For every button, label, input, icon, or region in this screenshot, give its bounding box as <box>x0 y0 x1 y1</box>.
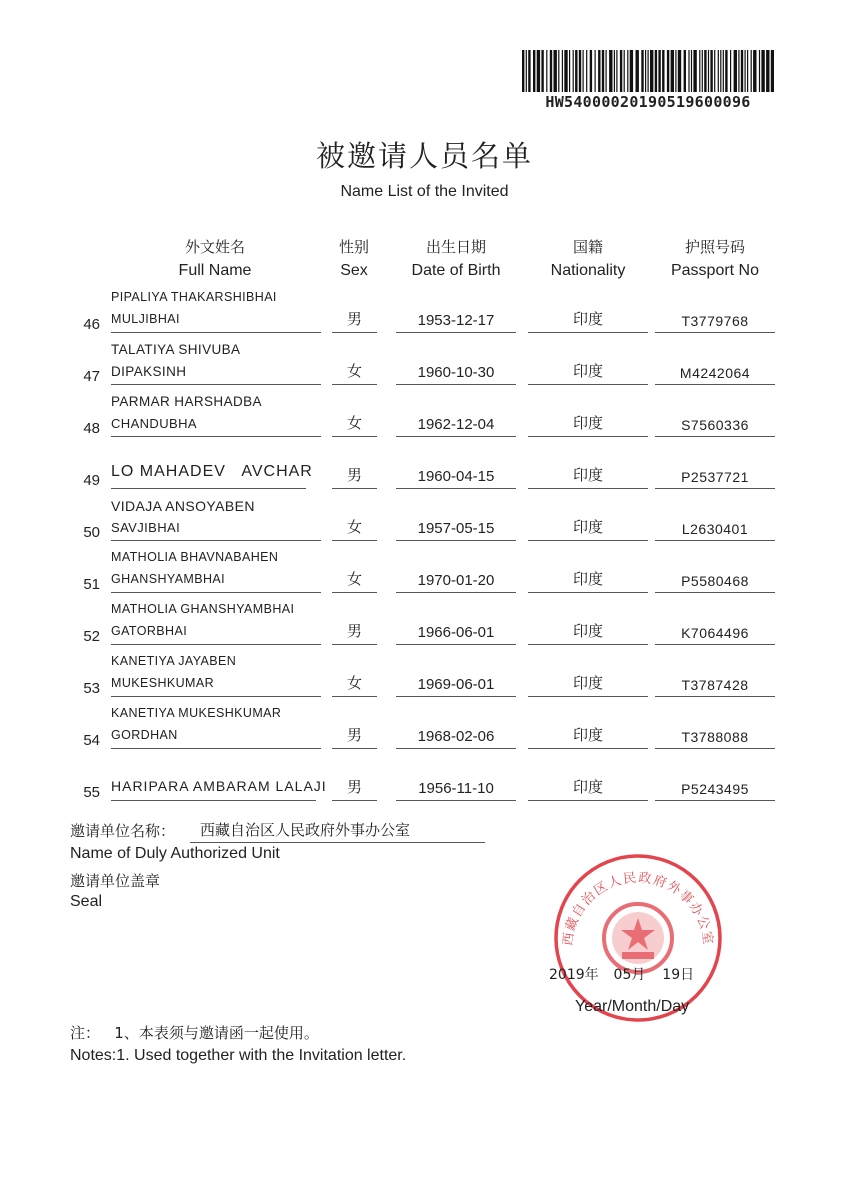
table-row <box>0 446 849 498</box>
barcode <box>522 50 774 92</box>
passport-cell: T3779768 <box>655 290 775 333</box>
date-format-label: Year/Month/Day <box>575 998 690 1015</box>
dob-cell: 1966-06-01 <box>396 602 516 645</box>
passport-cell: T3787428 <box>655 654 775 697</box>
passport-cell: L2630401 <box>655 498 775 541</box>
note-chinese: 注： 1、本表须与邀请函一起使用。 <box>70 1024 319 1042</box>
dob-cell: 1956-11-10 <box>396 758 516 801</box>
seal-text: 西藏自治区人民政府外事办公室 <box>560 870 716 947</box>
name-line-2: DIPAKSINH <box>111 364 187 379</box>
full-name-cell <box>111 654 321 697</box>
row-number: 49 <box>83 472 100 489</box>
sex-cell: 男 <box>332 758 377 801</box>
table-row <box>0 602 849 654</box>
table-row <box>0 394 849 446</box>
unit-name-value: 西藏自治区人民政府外事办公室 <box>190 819 485 843</box>
name-line-2: GATORBHAI <box>111 624 188 638</box>
sex-cell: 女 <box>332 654 377 697</box>
full-name-cell <box>111 758 327 801</box>
table-row <box>0 342 849 394</box>
unit-label-chinese: 邀请单位名称： <box>70 822 176 840</box>
full-name-cell <box>111 498 321 541</box>
full-name-cell <box>111 706 321 749</box>
full-name-cell <box>111 446 313 489</box>
passport-cell: M4242064 <box>655 342 775 385</box>
dob-cell: 1960-04-15 <box>396 446 516 489</box>
sex-cell: 男 <box>332 602 377 645</box>
title-chinese: 被邀请人员名单 <box>315 139 533 173</box>
header-sex: 性别 Sex <box>338 238 369 279</box>
sex-cell: 男 <box>332 446 377 489</box>
full-name-cell <box>111 342 321 385</box>
dob-cell: 1953-12-17 <box>396 290 516 333</box>
table-row <box>0 290 849 342</box>
name-line-1: KANETIYA MUKESHKUMAR <box>111 706 282 720</box>
sex-cell: 女 <box>332 498 377 541</box>
row-number: 50 <box>83 524 100 541</box>
nationality-cell: 印度 <box>528 602 648 645</box>
name-line-1: MATHOLIA BHAVNABAHEN <box>111 550 279 564</box>
passport-cell: S7560336 <box>655 394 775 437</box>
sex-cell: 男 <box>332 706 377 749</box>
dob-cell: 1970-01-20 <box>396 550 516 593</box>
sex-cell: 女 <box>332 550 377 593</box>
full-name-cell <box>111 550 321 593</box>
full-name-cell <box>111 602 321 645</box>
row-number: 48 <box>83 420 100 437</box>
name-line-1: PIPALIYA THAKARSHIBHAI <box>111 290 277 304</box>
nationality-cell: 印度 <box>528 550 648 593</box>
sex-cell: 女 <box>332 342 377 385</box>
date-month: 05月 <box>613 967 646 983</box>
passport-cell: T3788088 <box>655 706 775 749</box>
row-number: 46 <box>83 316 100 333</box>
passport-cell: P5243495 <box>655 758 775 801</box>
full-name-cell <box>111 290 321 333</box>
nationality-cell: 印度 <box>528 446 648 489</box>
dob-cell: 1957-05-15 <box>396 498 516 541</box>
nationality-cell: 印度 <box>528 654 648 697</box>
row-number: 51 <box>83 576 100 593</box>
date-year: 2019年 <box>549 967 599 983</box>
dob-cell: 1969-06-01 <box>396 654 516 697</box>
date-line <box>549 964 694 984</box>
nationality-cell: 印度 <box>528 342 648 385</box>
header-date-of-birth: 出生日期 Date of Birth <box>411 238 501 279</box>
nationality-cell: 印度 <box>528 290 648 333</box>
passport-cell: K7064496 <box>655 602 775 645</box>
name-line-2: GHANSHYAMBHAI <box>111 572 226 586</box>
name-line-2: MULJIBHAI <box>111 312 180 326</box>
name-line-1: KANETIYA JAYABEN <box>111 654 237 668</box>
table-row <box>0 706 849 758</box>
nationality-cell: 印度 <box>528 758 648 801</box>
table-row <box>0 550 849 602</box>
dob-cell: 1960-10-30 <box>396 342 516 385</box>
seal-label-chinese: 邀请单位盖章 <box>70 872 161 890</box>
name-line-2: GORDHAN <box>111 728 178 742</box>
table-row <box>0 498 849 550</box>
barcode-number: HW5400002019051960009​6 <box>545 93 751 111</box>
row-number: 52 <box>83 628 100 645</box>
name-line-1: TALATIYA SHIVUBA <box>111 342 241 357</box>
nationality-cell: 印度 <box>528 394 648 437</box>
unit-label-english: Name of Duly Authorized Unit <box>70 845 280 862</box>
row-number: 53 <box>83 680 100 697</box>
sex-cell: 男 <box>332 290 377 333</box>
row-number: 55 <box>83 784 100 801</box>
date-day: 19日 <box>662 967 695 983</box>
name-line-1: MATHOLIA GHANSHYAMBHAI <box>111 602 295 616</box>
name-line-2: LO MAHADEV AVCHAR <box>111 463 313 480</box>
name-line-2: HARIPARA AMBARAM LALAJI <box>111 778 327 794</box>
header-full-name: 外文姓名 Full Name <box>178 238 252 279</box>
name-line-2: CHANDUBHA <box>111 416 197 431</box>
nationality-cell: 印度 <box>528 706 648 749</box>
table-row <box>0 654 849 706</box>
national-emblem-icon <box>604 904 672 972</box>
passport-cell: P5580468 <box>655 550 775 593</box>
note-english: Notes:1. Used together with the Invitation letter. <box>70 1047 407 1064</box>
name-line-1: VIDAJA ANSOYABEN <box>111 498 255 514</box>
dob-cell: 1968-02-06 <box>396 706 516 749</box>
header-nationality: 国籍 Nationality <box>550 238 626 279</box>
passport-cell: P2537721 <box>655 446 775 489</box>
name-line-2: SAVJIBHAI <box>111 520 181 535</box>
dob-cell: 1962-12-04 <box>396 394 516 437</box>
row-number: 54 <box>83 732 100 749</box>
title-english: Name List of the Invited <box>340 183 509 200</box>
name-line-1: PARMAR HARSHADBA <box>111 394 262 409</box>
row-number: 47 <box>83 368 100 385</box>
sex-cell: 女 <box>332 394 377 437</box>
table-row <box>0 758 849 810</box>
nationality-cell: 印度 <box>528 498 648 541</box>
seal-label-english: Seal <box>70 893 103 910</box>
full-name-cell <box>111 394 321 437</box>
header-passport-no: 护照号码 Passport No <box>670 238 760 279</box>
name-line-2: MUKESHKUMAR <box>111 676 215 690</box>
